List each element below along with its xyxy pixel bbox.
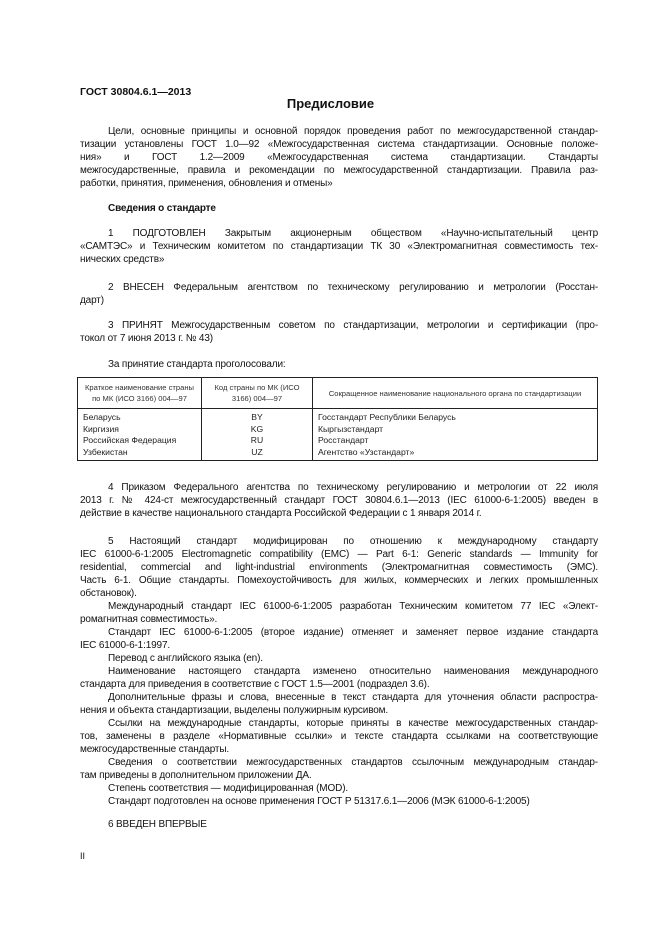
text-line: Стандарт подготовлен на основе применения ГОСТ Р 51317.6.1—2006 (МЭК 61000-6-1:2005) xyxy=(108,796,530,807)
item-6-introduced xyxy=(80,818,598,831)
text-line: Дополнительные фразы и слова, внесенные в текст стандарта для уточнения области распростра- xyxy=(108,692,598,703)
body-cell: Госстандарт Республики Беларусь xyxy=(313,409,598,424)
country-cell: Российская Федерация xyxy=(78,435,202,447)
text-line: Ссылки на международные стандарты, которые приняты в качестве межгосударственных стандар- xyxy=(108,718,598,729)
text-line: 3 ПРИНЯТ Межгосударственным советом по стандартизации, метрологии и сертификации (про- xyxy=(108,320,598,331)
item-1-prepared xyxy=(80,227,598,266)
page-title: Предисловие xyxy=(286,96,375,111)
text-line: тизации установлены ГОСТ 1.0—92 «Межгосударственная система стандартизации. Основные положе- xyxy=(80,139,598,150)
text-line: 2013 г. № 424-ст межгосударственный стандарт ГОСТ 30804.6.1—2013 (IEC 61000-6-1:2005) введен в xyxy=(80,495,598,506)
body-cell: Росстандарт xyxy=(313,435,598,447)
text-line: residential, commercial and light-industrial environments (Электромагнитная совместимость (ЭМС). xyxy=(80,562,598,573)
text-line: там приведены в дополнительном приложении ДА. xyxy=(80,770,312,781)
paragraph-correspondence xyxy=(80,756,598,782)
voting-table xyxy=(77,377,598,461)
body-cell: Кыргызстандарт xyxy=(313,424,598,436)
text-line: Цели, основные принципы и основной порядок проведения работ по межгосударственной стандар- xyxy=(108,126,598,137)
text-line: 6 ВВЕДЕН ВПЕРВЫЕ xyxy=(108,819,207,830)
text-line: 5 Настоящий стандарт модифицирован по отношению к международному стандарту xyxy=(108,536,598,547)
column-header-code: Код страны по МК (ИСО 3166) 004—97 xyxy=(202,378,313,409)
text-line: Степень соответствия — модифицированная (MOD). xyxy=(108,783,348,794)
body-cell: Агентство «Узстандарт» xyxy=(313,447,598,461)
text-line: 4 Приказом Федерального агентства по техническому регулированию и метрологии от 22 июля xyxy=(108,482,598,493)
item-5-modified xyxy=(80,535,598,600)
country-cell: Узбекистан xyxy=(78,447,202,461)
item-3-adopted xyxy=(80,319,598,345)
vote-label xyxy=(80,358,598,371)
section-heading xyxy=(80,202,598,215)
table-row xyxy=(78,447,598,461)
text-line: Перевод с английского языка (en). xyxy=(108,653,263,664)
page-number: II xyxy=(80,851,86,861)
code-cell: KG xyxy=(202,424,313,436)
text-line: межгосударственные стандарты. xyxy=(80,744,230,755)
paragraph-references xyxy=(80,717,598,756)
text-line: Наименование настоящего стандарта изменено относительно наименования международного xyxy=(108,666,598,677)
text-line: IEC 61000-6-1:1997. xyxy=(80,640,170,651)
table-row xyxy=(78,409,598,424)
text-line: IEC 61000-6-1:2005 Electromagnetic compatibility (EMC) — Part 6-1: Generic standards — Immunity for xyxy=(80,549,598,560)
item-2-submitted xyxy=(80,281,598,307)
text-line: ния» и ГОСТ 1.2—2009 «Межгосударственная система стандартизации. Стандарты xyxy=(80,152,598,163)
text-line: «САМТЭС» и Техническим комитетом по стандартизации ТК 30 «Электромагнитная совместимость тех- xyxy=(80,241,598,252)
text-line: нических средств» xyxy=(80,254,165,265)
paragraph-edition xyxy=(80,626,598,652)
paragraph-basis xyxy=(80,795,598,808)
text-line: За принятие стандарта проголосовали: xyxy=(108,359,286,370)
text-line: Сведения о стандарте xyxy=(108,203,216,214)
paragraph-name-change xyxy=(80,665,598,691)
intro-paragraph xyxy=(80,125,598,190)
text-line: Стандарт IEC 61000-6-1:2005 (второе издание) отменяет и заменяет первое издание стандарта xyxy=(108,627,598,638)
text-line: ромагнитная совместимость». xyxy=(80,614,218,625)
text-line: Сведения о соответствии межгосударственных стандартов ссылочным международным стандар- xyxy=(108,757,598,768)
text-line: Международный стандарт IEC 61000-6-1:2005 разработан Техническим комитетом 77 IEC «Элект- xyxy=(108,601,598,612)
table-row xyxy=(78,424,598,436)
paragraph-translation xyxy=(80,652,598,665)
column-header-body: Сокращенное наименование национального органа по стандартизации xyxy=(313,378,598,409)
text-line: работки, принятия, применения, обновления и отмены» xyxy=(80,178,333,189)
text-line: тов, заменены в разделе «Нормативные ссылки» и тексте стандарта ссылками на соответствующие xyxy=(80,731,598,742)
text-line: межгосударственные, правила и рекомендации по межгосударственной стандартизации. Правила раз- xyxy=(80,165,598,176)
text-line: стандарта для приведения в соответствие с ГОСТ 1.5—2001 (подраздел 3.6). xyxy=(80,679,430,690)
column-header-country: Краткое наименование страны по МК (ИСО 3166) 004—97 xyxy=(78,378,202,409)
paragraph-developer xyxy=(80,600,598,626)
code-cell: UZ xyxy=(202,447,313,461)
document-header: ГОСТ 30804.6.1—2013 xyxy=(80,86,192,98)
item-4-order xyxy=(80,481,598,520)
table-row xyxy=(78,435,598,447)
text-line: 2 ВНЕСЕН Федеральным агентством по техническому регулированию и метрологии (Росстан- xyxy=(108,282,598,293)
text-line: нения и объекта стандартизации, выделены полужирным курсивом. xyxy=(80,705,389,716)
code-cell: BY xyxy=(202,409,313,424)
code-cell: RU xyxy=(202,435,313,447)
text-line: токол от 7 июня 2013 г. № 43) xyxy=(80,333,213,344)
text-line: дарт) xyxy=(80,295,104,306)
country-cell: Киргизия xyxy=(78,424,202,436)
paragraph-additions xyxy=(80,691,598,717)
text-line: Часть 6-1. Общие стандарты. Помехоустойчивость для жилых, коммерческих и легких промышленных xyxy=(80,575,598,586)
text-line: обстановок). xyxy=(80,588,137,599)
text-line: действие в качестве национального стандарта Российской Федерации с 1 января 2014 г. xyxy=(80,508,482,519)
paragraph-degree xyxy=(80,782,598,795)
country-cell: Беларусь xyxy=(78,409,202,424)
text-line: 1 ПОДГОТОВЛЕН Закрытым акционерным обществом «Научно-испытательный центр xyxy=(108,228,598,239)
